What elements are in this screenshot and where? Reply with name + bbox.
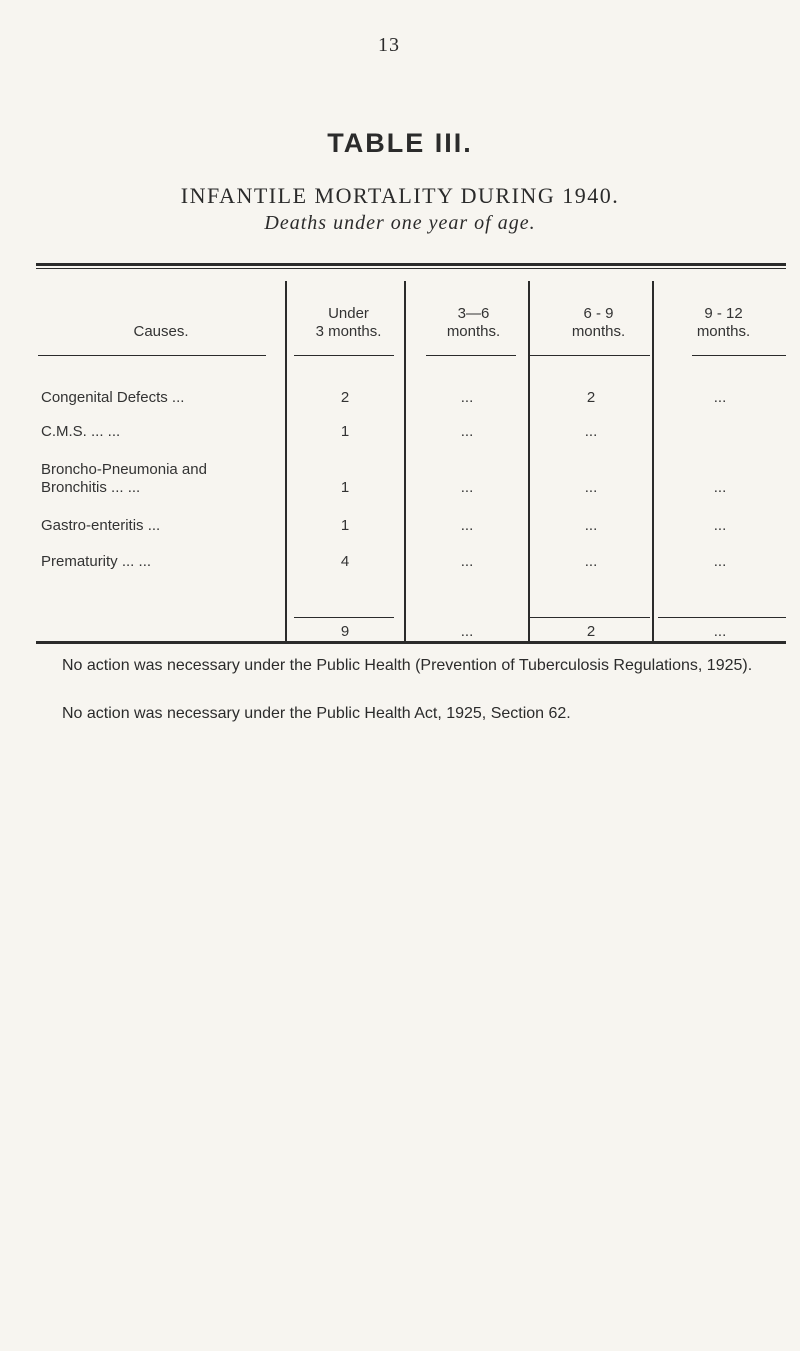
table-top-rule-thin — [36, 268, 786, 269]
header-9-12-months: 9 - 12 months. — [696, 305, 751, 340]
tuberculosis-note: No action was necessary under the Public Health (Prevention of Tuberculosis Regulations, 1925). — [62, 657, 753, 674]
row-cause-prematurity: Prematurity ... ... — [41, 553, 152, 570]
totals-rule — [294, 617, 394, 618]
cell-value: ... — [584, 423, 598, 440]
header-under-3-months: Under 3 months. — [315, 305, 382, 340]
row-cause-gastro-enteritis: Gastro-enteritis ... — [41, 517, 161, 534]
cell-value: ... — [584, 479, 598, 496]
mortality-table — [36, 263, 786, 643]
public-health-act-note: No action was necessary under the Public Health Act, 1925, Section 62. — [62, 705, 571, 722]
cell-value: 2 — [340, 389, 350, 406]
column-divider — [285, 281, 287, 641]
table-subtitle: INFANTILE MORTALITY DURING 1940. — [180, 183, 620, 208]
header-rule-causes — [38, 355, 266, 356]
cell-value: ... — [460, 479, 474, 496]
header-rule-col4 — [692, 355, 786, 356]
cell-value: 1 — [340, 479, 350, 496]
table-bottom-rule — [36, 641, 786, 644]
total-value: ... — [460, 623, 474, 640]
header-rule-col2 — [426, 355, 516, 356]
row-cause-broncho-pneumonia: Broncho-Pneumonia and Bronchitis ... ... — [41, 461, 207, 496]
cell-value: ... — [713, 389, 727, 406]
cell-value: ... — [713, 553, 727, 570]
totals-rule — [530, 617, 650, 618]
cell-value: 1 — [340, 517, 350, 534]
total-value: ... — [713, 623, 727, 640]
column-divider — [652, 281, 654, 641]
page-number: 13 — [378, 34, 400, 56]
table-caption: Deaths under one year of age. — [264, 212, 536, 234]
cell-value: ... — [584, 517, 598, 534]
table-top-rule — [36, 263, 786, 266]
total-value: 2 — [586, 623, 596, 640]
cell-value: 2 — [586, 389, 596, 406]
row-cause-congenital-defects: Congenital Defects ... — [41, 389, 185, 406]
header-6-9-months: 6 - 9 months. — [571, 305, 626, 340]
cell-value: ... — [460, 423, 474, 440]
cell-value: ... — [460, 389, 474, 406]
total-value: 9 — [340, 623, 350, 640]
cell-value: 1 — [340, 423, 350, 440]
header-rule-col3 — [530, 355, 650, 356]
cell-value: ... — [713, 517, 727, 534]
header-3-6-months: 3—6 months. — [446, 305, 501, 340]
table-title: TABLE III. — [327, 128, 473, 158]
column-divider — [404, 281, 406, 641]
cell-value: ... — [584, 553, 598, 570]
cell-value: ... — [460, 553, 474, 570]
column-divider — [528, 281, 530, 641]
cell-value: ... — [460, 517, 474, 534]
header-causes: Causes. — [133, 323, 189, 340]
cell-value: 4 — [340, 553, 350, 570]
totals-rule — [658, 617, 786, 618]
cell-value: ... — [713, 479, 727, 496]
row-cause-cms: C.M.S. ... ... — [41, 423, 121, 440]
header-rule-col1 — [294, 355, 394, 356]
